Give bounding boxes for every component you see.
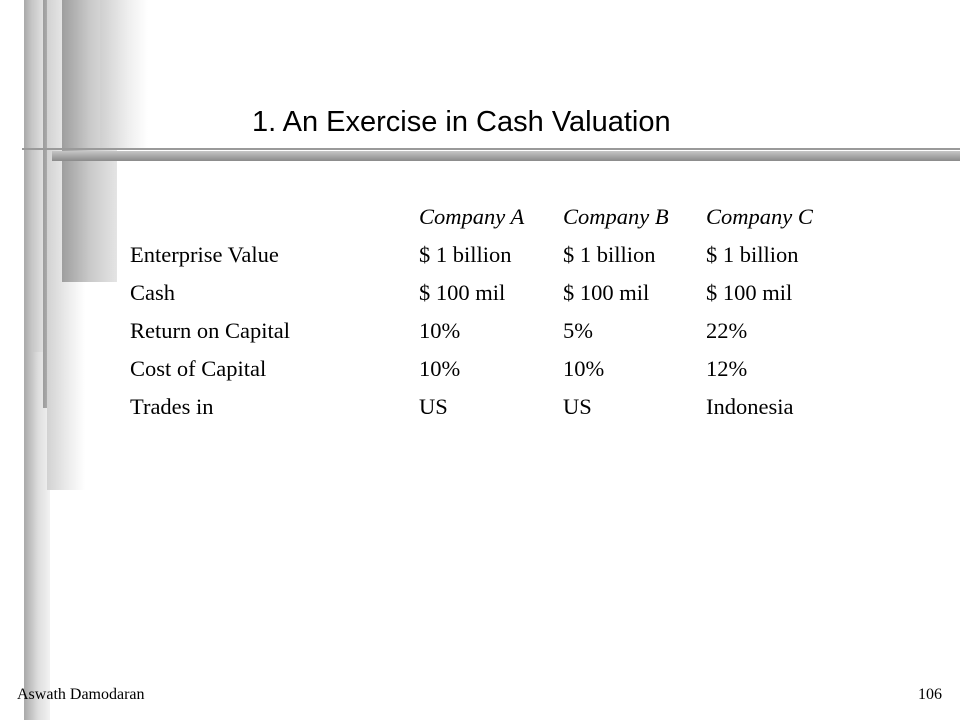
table-cell: $ 100 mil — [419, 280, 506, 305]
table-cell: 10% — [419, 356, 461, 381]
row-label: Cash — [130, 280, 175, 305]
page-number: 106 — [918, 686, 942, 703]
comparison-table — [130, 198, 856, 426]
table-row — [130, 236, 856, 274]
row-label: Return on Capital — [130, 318, 290, 343]
row-label: Cost of Capital — [130, 356, 267, 381]
table-cell: $ 1 billion — [419, 242, 512, 267]
footer-author: Aswath Damodaran — [17, 686, 145, 703]
title-rule-thin — [22, 148, 960, 150]
table-cell: $ 100 mil — [563, 280, 650, 305]
table-cell: $ 1 billion — [563, 242, 656, 267]
column-header: Company A — [419, 204, 525, 229]
table-row — [130, 350, 856, 388]
title-rule — [52, 151, 960, 161]
column-header: Company C — [706, 204, 813, 229]
table-cell: US — [419, 394, 448, 419]
column-header: Company B — [563, 204, 669, 229]
table-row — [130, 388, 856, 426]
table-cell: 5% — [563, 318, 593, 343]
table-cell: 10% — [419, 318, 461, 343]
slide-title: 1. An Exercise in Cash Valuation — [252, 106, 671, 138]
table-cell: 10% — [563, 356, 605, 381]
row-label: Enterprise Value — [130, 242, 279, 267]
table-cell: Indonesia — [706, 394, 794, 419]
table-cell: 12% — [706, 356, 748, 381]
table-cell: US — [563, 394, 592, 419]
table-row — [130, 274, 856, 312]
table-cell: $ 100 mil — [706, 280, 793, 305]
table-cell: $ 1 billion — [706, 242, 799, 267]
row-label: Trades in — [130, 394, 214, 419]
table-row — [130, 312, 856, 350]
header-empty — [130, 198, 419, 236]
table-cell: 22% — [706, 318, 748, 343]
decorative-bar — [100, 0, 148, 150]
table-header-row — [130, 198, 856, 236]
